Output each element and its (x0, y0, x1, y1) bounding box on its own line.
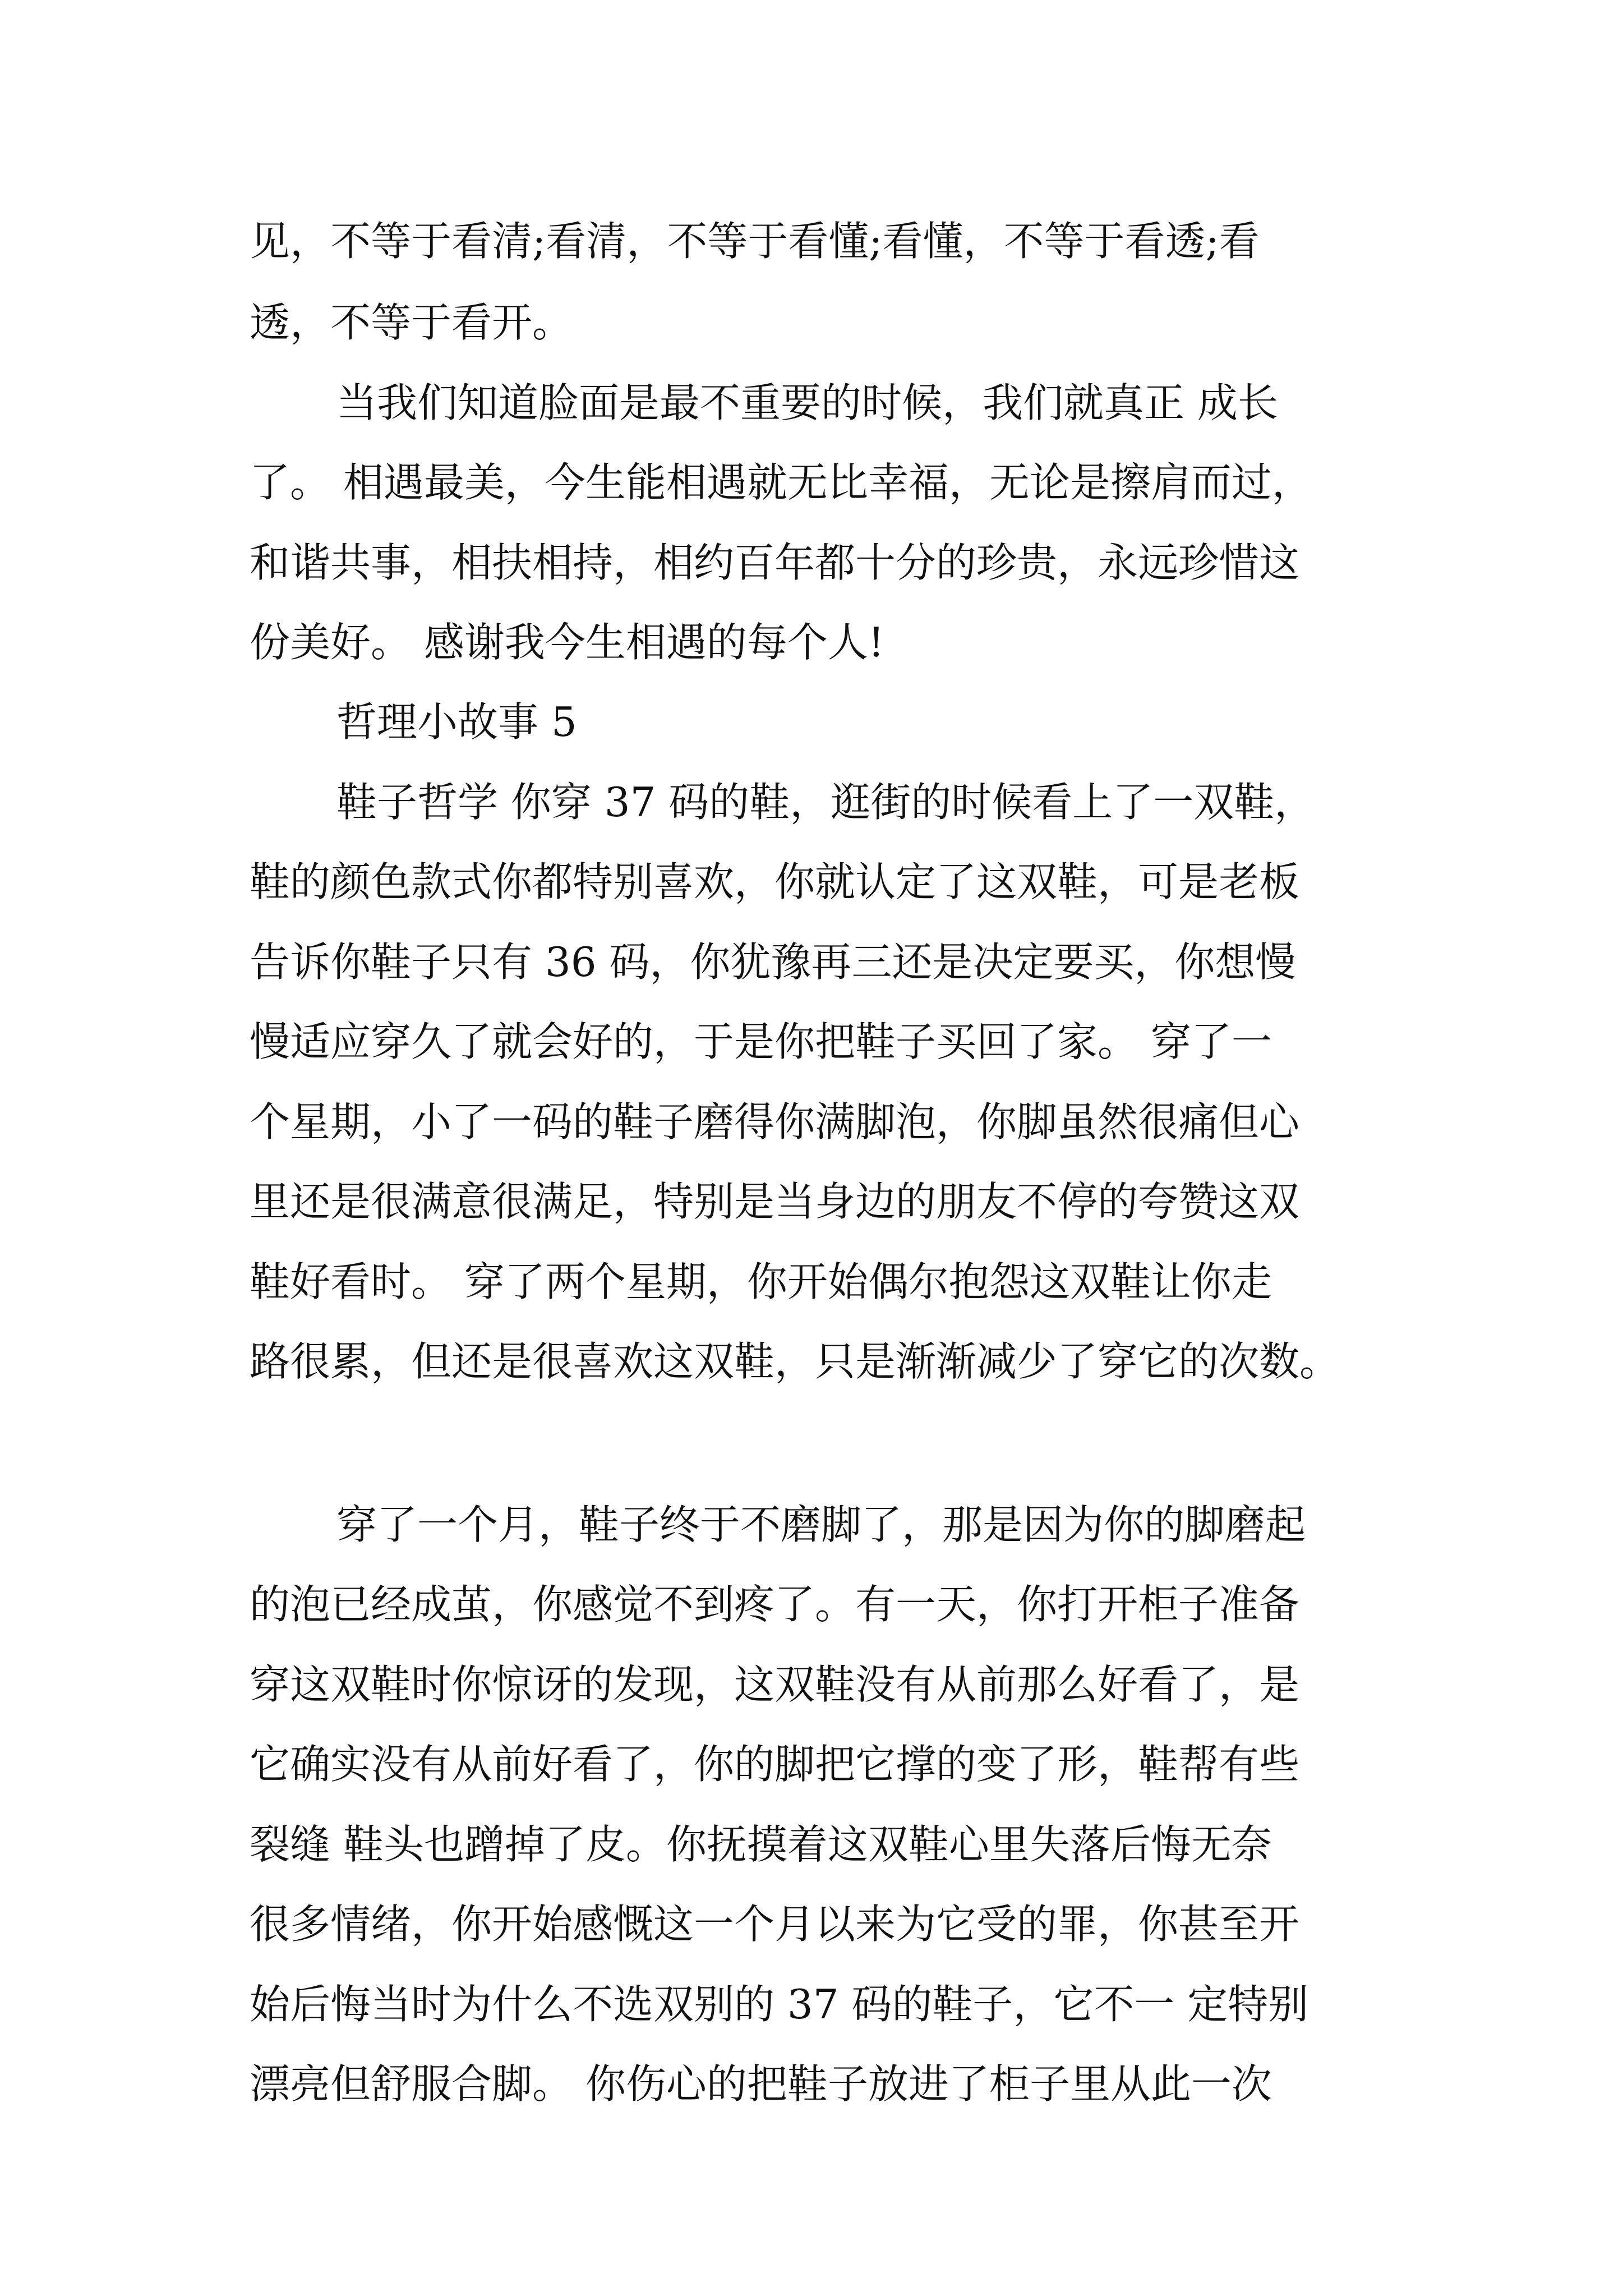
text-line: 告诉你鞋子只有 36 码，你犹豫再三还是决定要买，你想慢 (250, 938, 1296, 986)
section-heading: 哲理小故事 5 (336, 698, 577, 746)
text-line: 里还是很满意很满足，特别是当身边的朋友不停的夸赞这双 (250, 1178, 1300, 1225)
text-line: 和谐共事，相扶相持，相约百年都十分的珍贵，永远珍惜这 (250, 539, 1300, 586)
text-line: 鞋子哲学 你穿 37 码的鞋，逛街的时候看上了一双鞋， (336, 779, 1315, 826)
text-line: 份美好。 感谢我今生相遇的每个人! (250, 619, 884, 666)
text-line: 路很累，但还是很喜欢这双鞋，只是渐渐减少了穿它的次数。 (250, 1338, 1340, 1385)
text-line: 穿这双鞋时你惊讶的发现，这双鞋没有从前那么好看了，是 (250, 1661, 1300, 1708)
text-line: 鞋好看时。 穿了两个星期，你开始偶尔抱怨这双鞋让你走 (250, 1258, 1272, 1305)
text-line: 慢适应穿久了就会好的，于是你把鞋子买回了家。 穿了一 (250, 1018, 1272, 1065)
text-line: 的泡已经成茧，你感觉不到疼了。有一天，你打开柜子准备 (250, 1581, 1300, 1628)
text-line: 鞋的颜色款式你都特别喜欢，你就认定了这双鞋，可是老板 (250, 858, 1300, 905)
text-line: 当我们知道脸面是最不重要的时候，我们就真正 成长 (336, 379, 1278, 426)
text-line: 很多情绪，你开始感慨这一个月以来为它受的罪，你甚至开 (250, 1901, 1300, 1948)
text-line: 个星期，小了一码的鞋子磨得你满脚泡，你脚虽然很痛但心 (250, 1098, 1300, 1145)
text-line: 了。 相遇最美，今生能相遇就无比幸福，无论是擦肩而过， (250, 459, 1312, 506)
text-line: 穿了一个月，鞋子终于不磨脚了，那是因为你的脚磨起 (336, 1501, 1306, 1548)
text-line: 透，不等于看开。 (250, 299, 573, 346)
text-line: 漂亮但舒服合脚。 你伤心的把鞋子放进了柜子里从此一次 (250, 2060, 1272, 2108)
text-line: 裂缝 鞋头也蹭掉了皮。你抚摸着这双鞋心里失落后悔无奈 (250, 1821, 1272, 1868)
text-line: 它确实没有从前好看了，你的脚把它撑的变了形，鞋帮有些 (250, 1741, 1300, 1788)
text-line: 始后悔当时为什么不选双别的 37 码的鞋子，它不一 定特别 (250, 1981, 1309, 2028)
text-line: 见，不等于看清;看清，不等于看懂;看懂，不等于看透;看 (250, 218, 1260, 265)
